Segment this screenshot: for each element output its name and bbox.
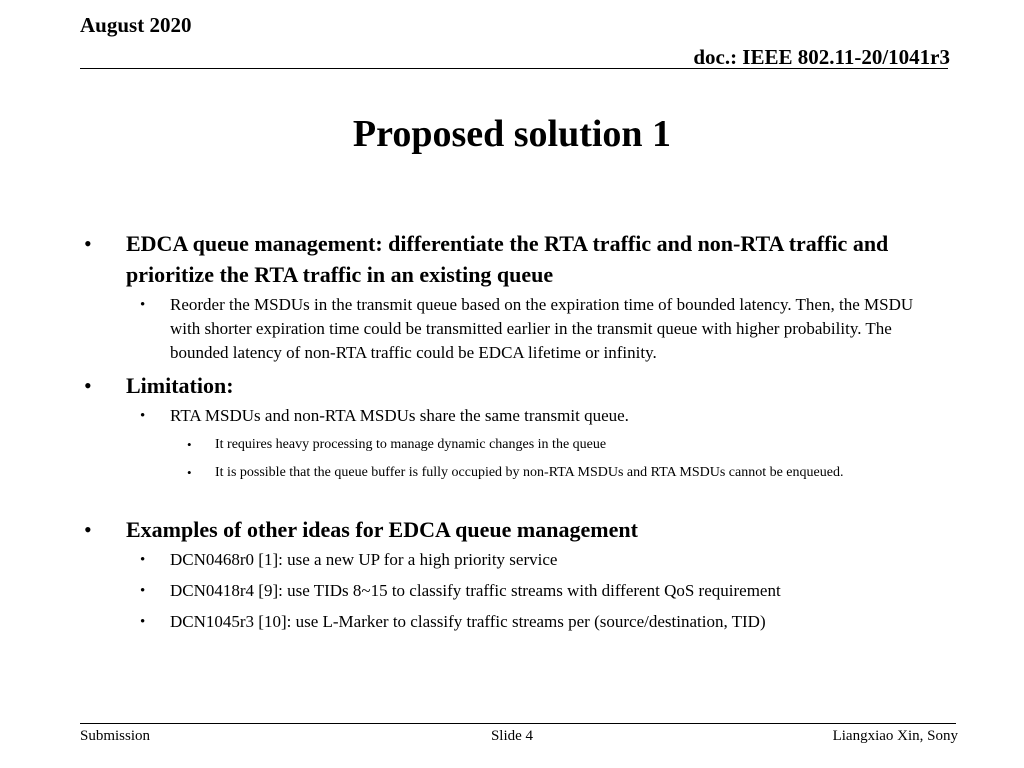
sub-bullet-dcn1045 [126,610,944,634]
sub-sub-bullet-buffer-full [170,461,944,484]
sub-bullet-text: RTA MSDUs and non-RTA MSDUs share the same transmit queue. [170,406,629,425]
header-doc-id: doc.: IEEE 802.11-20/1041r3 [693,45,950,69]
slide-body [84,228,944,634]
sub-bullet-dcn0468 [126,548,944,572]
header-divider [80,68,948,69]
sub-bullet-text: DCN0468r0 [1]: use a new UP for a high priority service [170,550,558,569]
bullet-text: Limitation: [126,373,234,398]
bullet-text: EDCA queue management: differentiate the RTA traffic and non-RTA traffic and prioritize the RTA traffic in an existing queue [126,231,889,287]
footer-author: Liangxiao Xin, Sony [832,728,958,744]
sub-sub-bullet-text: It requires heavy processing to manage dynamic changes in the queue [215,437,607,452]
sub-bullet-shared-queue [126,404,944,428]
bullet-marker: • [140,408,146,424]
bullet-marker: • [84,517,92,542]
bullet-text: Examples of other ideas for EDCA queue management [126,517,638,542]
bullet-marker: • [84,373,92,398]
bullet-other-ideas [84,514,944,545]
bullet-marker: • [140,297,146,313]
bullet-marker: • [84,231,92,256]
bullet-limitation [84,370,944,401]
bullet-marker: • [140,614,146,630]
header-date: August 2020 [80,13,192,37]
footer-divider [80,723,956,724]
sub-bullet-reorder-msdus [126,293,944,365]
bullet-marker: • [187,465,192,480]
sub-bullet-dcn0418 [126,579,944,603]
bullet-marker: • [140,552,146,568]
bullet-edca-queue-management [84,228,944,290]
slide-title: Proposed solution 1 [352,113,672,155]
sub-bullet-text: DCN1045r3 [10]: use L-Marker to classify traffic streams per (source/destination, TID) [170,612,766,631]
footer-slide-number: Slide 4 [490,728,534,744]
sub-bullet-text: DCN0418r4 [9]: use TIDs 8~15 to classify traffic streams with different QoS requirement [170,581,781,600]
sub-bullet-text: Reorder the MSDUs in the transmit queue based on the expiration time of bounded latency. Then, the MSDU with shorter expiration time could be transmitted earlier in the transmit queue with higher probability. The bounded latency of non-RTA traffic could be EDCA lifetime or infinity. [170,295,914,362]
sub-sub-bullet-text: It is possible that the queue buffer is fully occupied by non-RTA MSDUs and RTA MSDUs cannot be enqueued. [215,465,844,480]
sub-sub-bullet-heavy-processing [170,433,944,456]
bullet-marker: • [140,583,146,599]
footer-submission: Submission [80,728,151,744]
bullet-marker: • [187,437,192,452]
